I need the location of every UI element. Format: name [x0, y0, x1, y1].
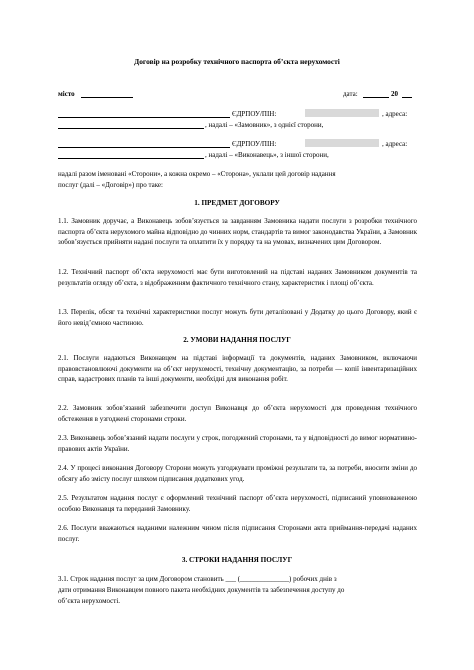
contractor-edrpou-field[interactable]	[305, 139, 379, 149]
date-field[interactable]	[363, 90, 389, 101]
document-title: Договір на розробку технічного паспорта об’єкта нерухомості	[134, 57, 340, 66]
clause-2-4: 2.4. У процесі виконання Договору Сторони можуть узгоджувати проміжні результати та, за потреби, вносити зміни до обсягу або змісту послуг шляхом підписання додаткових угод.	[58, 464, 417, 483]
clause-3-1-line-1: 3.1. Строк надання послуг за цим Договором становить ___ (______________) робочих днів з	[58, 575, 337, 583]
clause-2-5: 2.5. Результатом надання послуг є оформлений технічний паспорт об’єкта нерухомості, підписаний уповноваженою особою Виконавця та переданий Замовнику.	[58, 494, 417, 513]
date-label: дата:	[343, 90, 358, 98]
parties-text-line-2: послуг (далі – «Договір») про таке:	[58, 181, 163, 189]
customer-edrpou-field[interactable]	[305, 109, 379, 119]
customer-edrpou-label: ЄДРПОУ/ПІН:	[232, 110, 277, 118]
contractor-role-text: , надалі – «Виконавець», з іншої сторони,	[205, 151, 329, 159]
contractor-address-field[interactable]	[58, 151, 204, 162]
section-3-heading: 3. СТРОКИ НАДАННЯ ПОСЛУГ	[181, 556, 293, 564]
contractor-address-label: , адреса:	[382, 140, 408, 148]
customer-name-field[interactable]	[58, 110, 230, 121]
clause-2-6: 2.6. Послуги вважаються наданими належним чином після підписання Сторонами акта приймання-передачі наданих послуг.	[58, 524, 417, 543]
clause-1-3: 1.3. Перелік, обсяг та технічні характеристики послуг можуть бути деталізовані у Додатку до цього Договору, який є його невід’ємною частиною.	[58, 308, 417, 327]
year-field[interactable]	[402, 90, 412, 101]
clause-1-1: 1.1. Замовник доручає, а Виконавець зобов’язується за завданням Замовника надати послуги з розробки технічного паспорта об’єкта нерухомого майна відповідно до чинних норм, стандартів та вимог законодавства України, а Замовник зобов’язується прийняти надані послуги та оплатити їх у порядку та на умовах, визначених цим Договором.	[58, 217, 417, 247]
year-prefix: 20	[391, 90, 398, 98]
clause-2-2: 2.2. Замовник зобов’язаний забезпечити доступ Виконавця до об’єкта нерухомості для проведення технічного обстеження в узгоджені сторонами строки.	[58, 404, 417, 423]
customer-role-text: , надалі – «Замовник», з однієї сторони,	[205, 121, 324, 129]
parties-text-line-1: надалі разом іменовані «Сторони», а кожна окремо – «Сторона», уклали цей договір надання	[58, 170, 336, 178]
clause-1-2: 1.2. Технічний паспорт об’єкта нерухомості має бути виготовлений на підставі наданих Замовником документів та результатів огляду об’єкта, з відображенням фактичного технічного стану, характеристик і площі об’єкта.	[58, 268, 417, 287]
section-1-heading: 1. ПРЕДМЕТ ДОГОВОРУ	[194, 199, 280, 207]
clause-3-1-line-3: об’єкта нерухомості.	[58, 597, 121, 605]
clause-2-3: 2.3. Виконавець зобов’язаний надати послуги у строк, погоджений сторонами, та у відповідності до вимог нормативно-правових актів України.	[58, 434, 417, 453]
customer-address-label: , адреса:	[382, 110, 408, 118]
contractor-edrpou-label: ЄДРПОУ/ПІН:	[232, 140, 277, 148]
place-label: місто	[58, 90, 75, 98]
contractor-name-field[interactable]	[58, 140, 230, 151]
clause-3-1-line-2: дати отримання Виконавцем повного пакета необхідних документів та забезпечення доступу до	[58, 586, 345, 594]
place-field[interactable]	[81, 90, 133, 101]
clause-2-1: 2.1. Послуги надаються Виконавцем на підставі інформації та документів, наданих Замовником, включаючи правовстановлюючі документи на об’єкт нерухомості, технічну документацію, за потреби — копії інвентаризаційних справ, кадастрових планів та інші документи, необхідні для виконання робіт.	[58, 354, 417, 384]
customer-address-field[interactable]	[58, 121, 204, 132]
section-2-heading: 2. УМОВИ НАДАННЯ ПОСЛУГ	[183, 336, 291, 344]
